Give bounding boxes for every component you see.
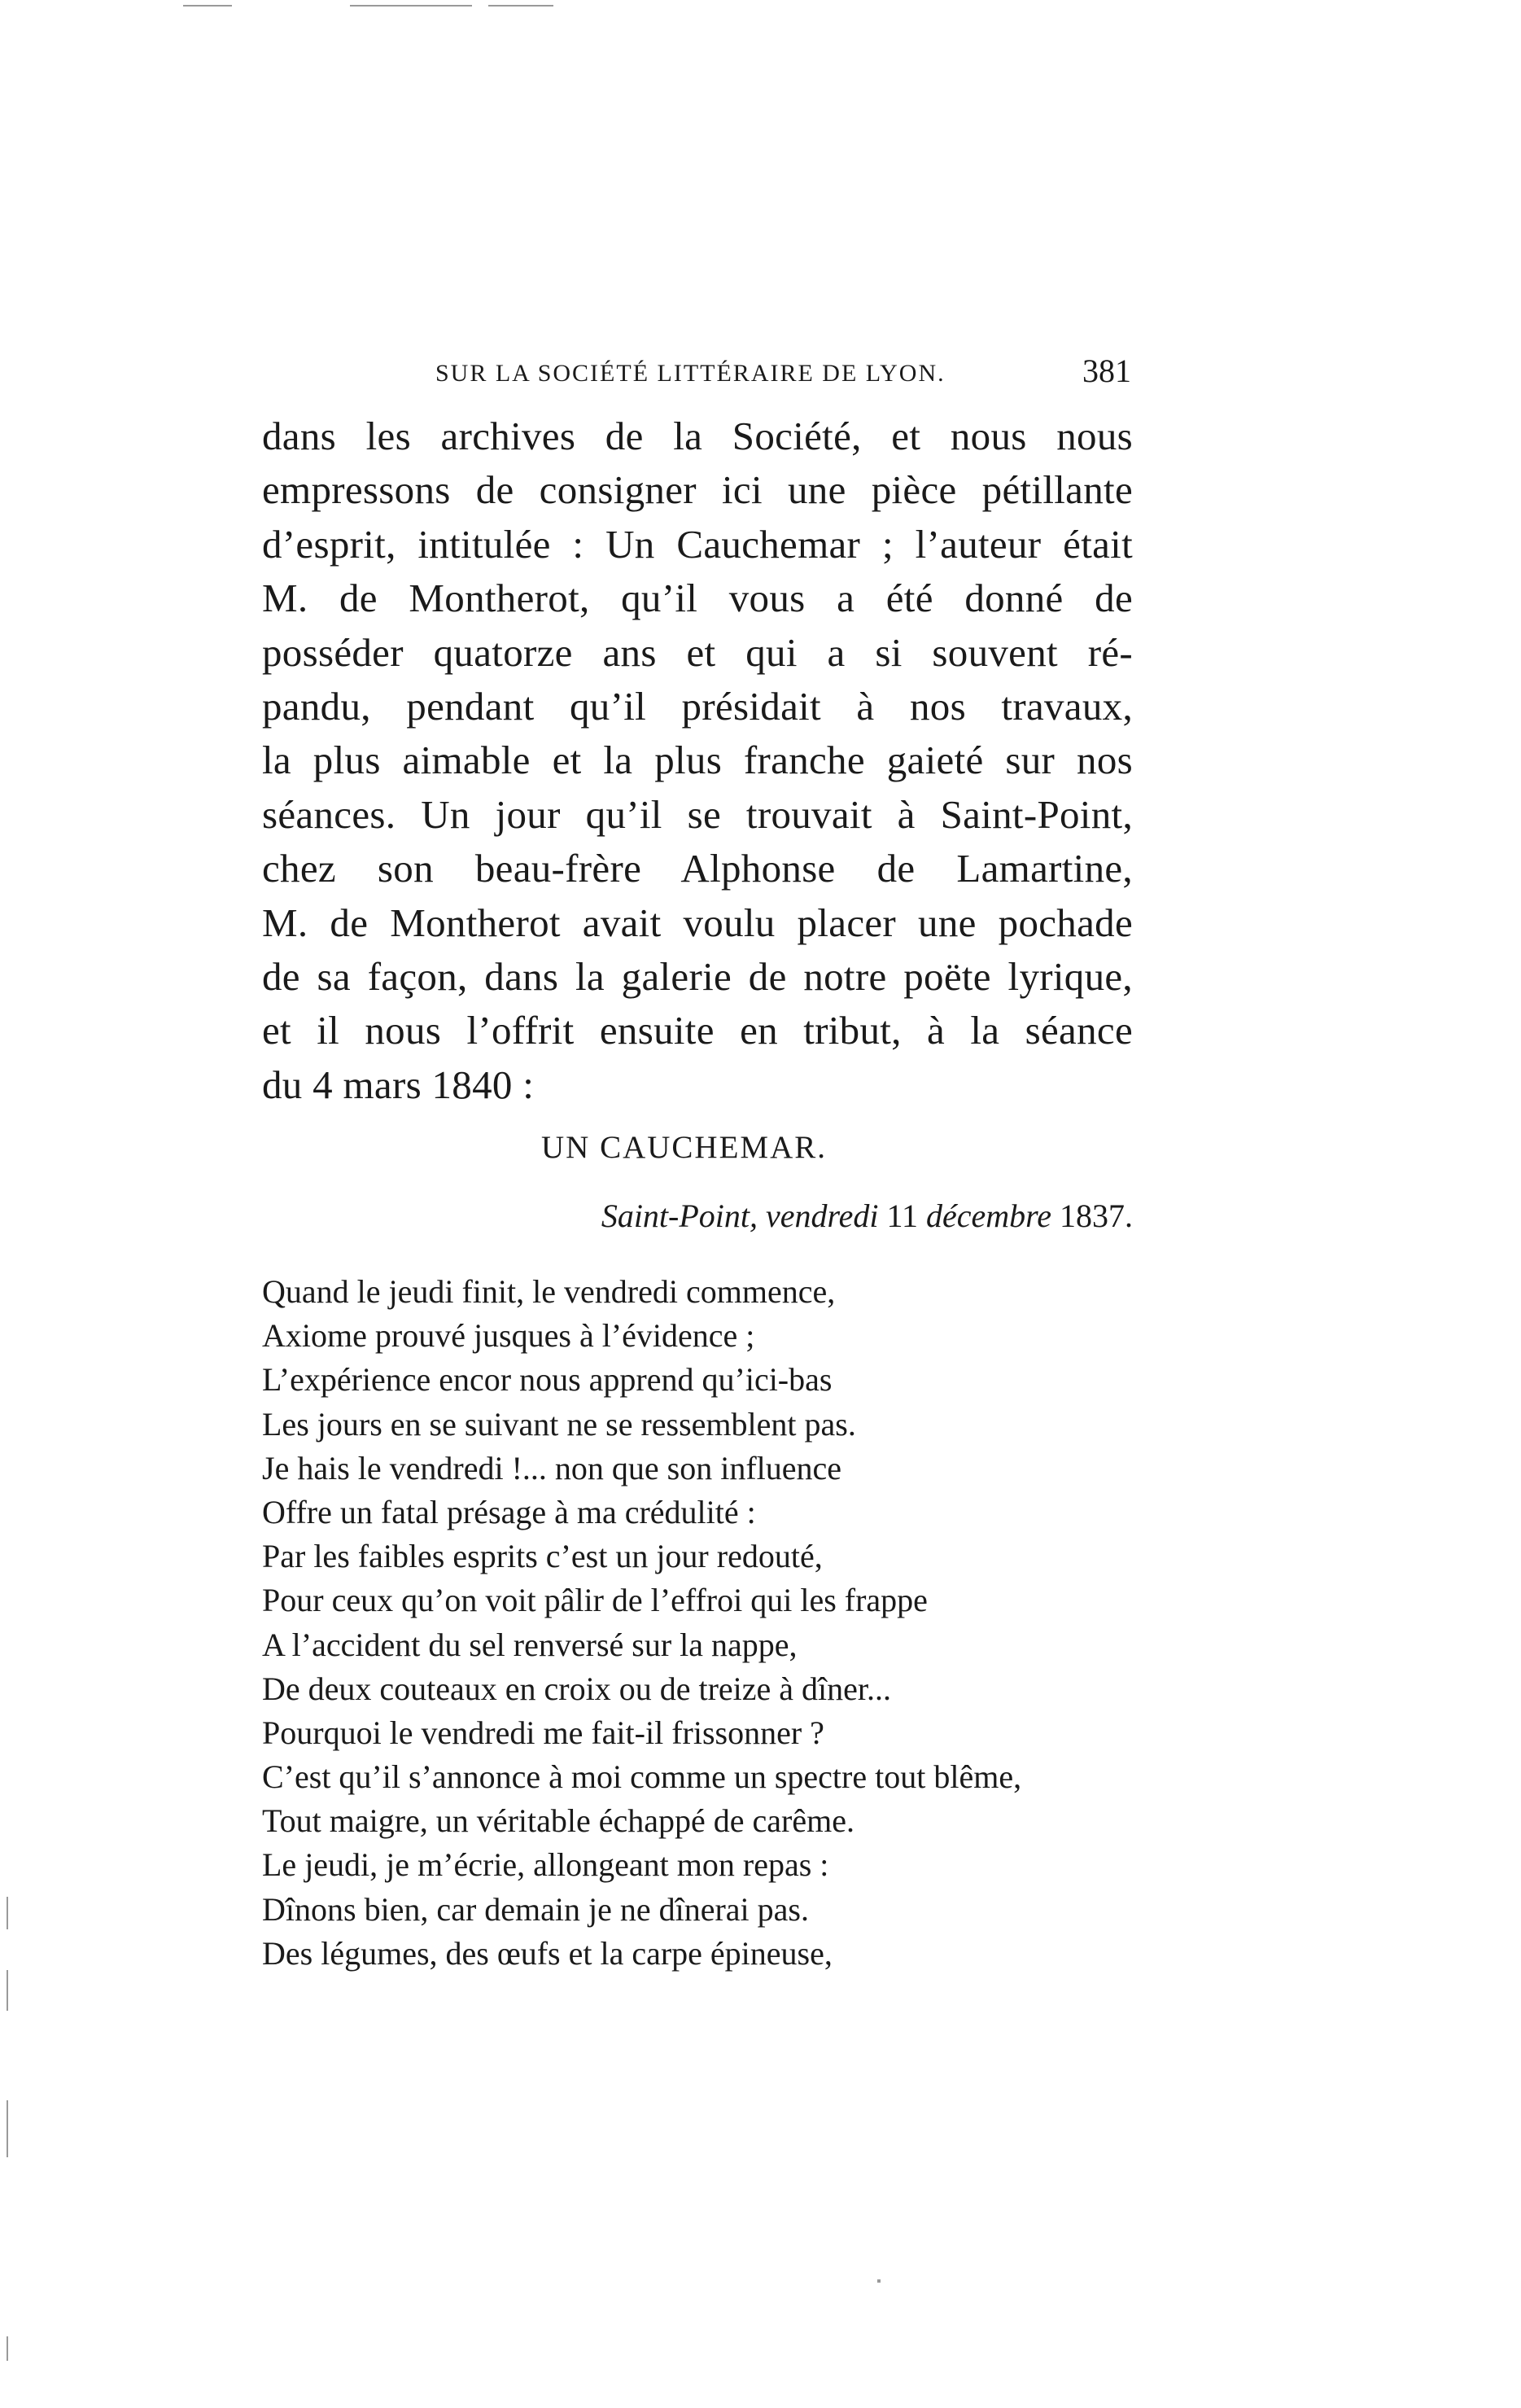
prose-line: et il nous l’offrit ensuite en tribut, à la séance [262,1008,1133,1053]
prose-line: chez son beau-frère Alphonse de Lamartine, [262,846,1133,891]
poem-line: Les jours en se suivant ne se ressemblent pas. [262,1405,856,1443]
prose-line: posséder quatorze ans et qui a si souvent ré- [262,629,1133,675]
dateline-month: décembre [926,1197,1051,1234]
poem-line: Tout maigre, un véritable échappé de carême. [262,1802,854,1840]
scan-speck [7,1970,8,2011]
poem-line: Le jeudi, je m’écrie, allongeant mon repas : [262,1846,829,1884]
scan-speck [488,5,553,7]
poem-line: Par les faibles esprits c’est un jour redouté, [262,1538,823,1575]
prose-line: de sa façon, dans la galerie de notre poëte lyrique, [262,953,1133,999]
dateline-daynum: 11 [886,1197,919,1234]
prose-line: séances. Un jour qu’il se trouvait à Saint-Point, [262,791,1133,837]
prose-line: la plus aimable et la plus franche gaieté sur nos [262,738,1133,783]
poem-line: Pour ceux qu’on voit pâlir de l’effroi qui les frappe [262,1582,928,1619]
poem-line: A l’accident du sel renversé sur la nappe, [262,1626,798,1663]
poem-line: L’expérience encor nous apprend qu’ici-bas [262,1361,833,1399]
running-head: SUR LA SOCIÉTÉ LITTÉRAIRE DE LYON. [435,360,946,387]
poem-title: UN CAUCHEMAR. [541,1130,828,1165]
prose-line: pandu, pendant qu’il présidait à nos travaux, [262,683,1133,729]
prose-line: M. de Montherot avait voulu placer une pochade [262,900,1133,945]
poem-line: De deux couteaux en croix ou de treize à dîner... [262,1670,892,1707]
poem-line: Pourquoi le vendredi me fait-il frissonner ? [262,1714,824,1751]
scan-speck [350,5,472,7]
poem-line: Axiome prouvé jusques à l’évidence ; [262,1317,755,1355]
poem-line: Quand le jeudi finit, le vendredi commence, [262,1273,836,1310]
dateline-year: 1837. [1060,1197,1133,1234]
prose-line: du 4 mars 1840 : [262,1062,535,1107]
poem-line: Je hais le vendredi !... non que son influence [262,1449,842,1486]
prose-line: d’esprit, intitulée : Un Cauchemar ; l’auteur était [262,521,1133,567]
poem-dateline [601,1197,1133,1235]
poem-line: Des légumes, des œufs et la carpe épineuse, [262,1934,833,1972]
poem-line: Dînons bien, car demain je ne dînerai pas. [262,1890,809,1928]
scan-speck [7,2336,8,2361]
dateline-place: Saint-Point, [601,1197,758,1234]
prose-paragraph [262,409,1133,1112]
poem-body [262,1270,1157,1976]
poem-line: C’est qu’il s’annonce à moi comme un spectre tout blême, [262,1758,1022,1796]
page-header [435,352,1131,401]
page-number: 381 [1082,352,1131,389]
scan-speck [183,5,232,7]
scan-speck [877,2279,881,2283]
prose-line: M. de Montherot, qu’il vous a été donné de [262,576,1133,621]
poem-line: Offre un fatal présage à ma crédulité : [262,1493,756,1530]
prose-line: empressons de consigner ici une pièce pétillante [262,467,1133,513]
scan-speck [7,2100,8,2157]
prose-line: dans les archives de la Société, et nous nous [262,414,1133,458]
scan-speck [7,1897,8,1929]
dateline-day: vendredi [766,1197,879,1234]
